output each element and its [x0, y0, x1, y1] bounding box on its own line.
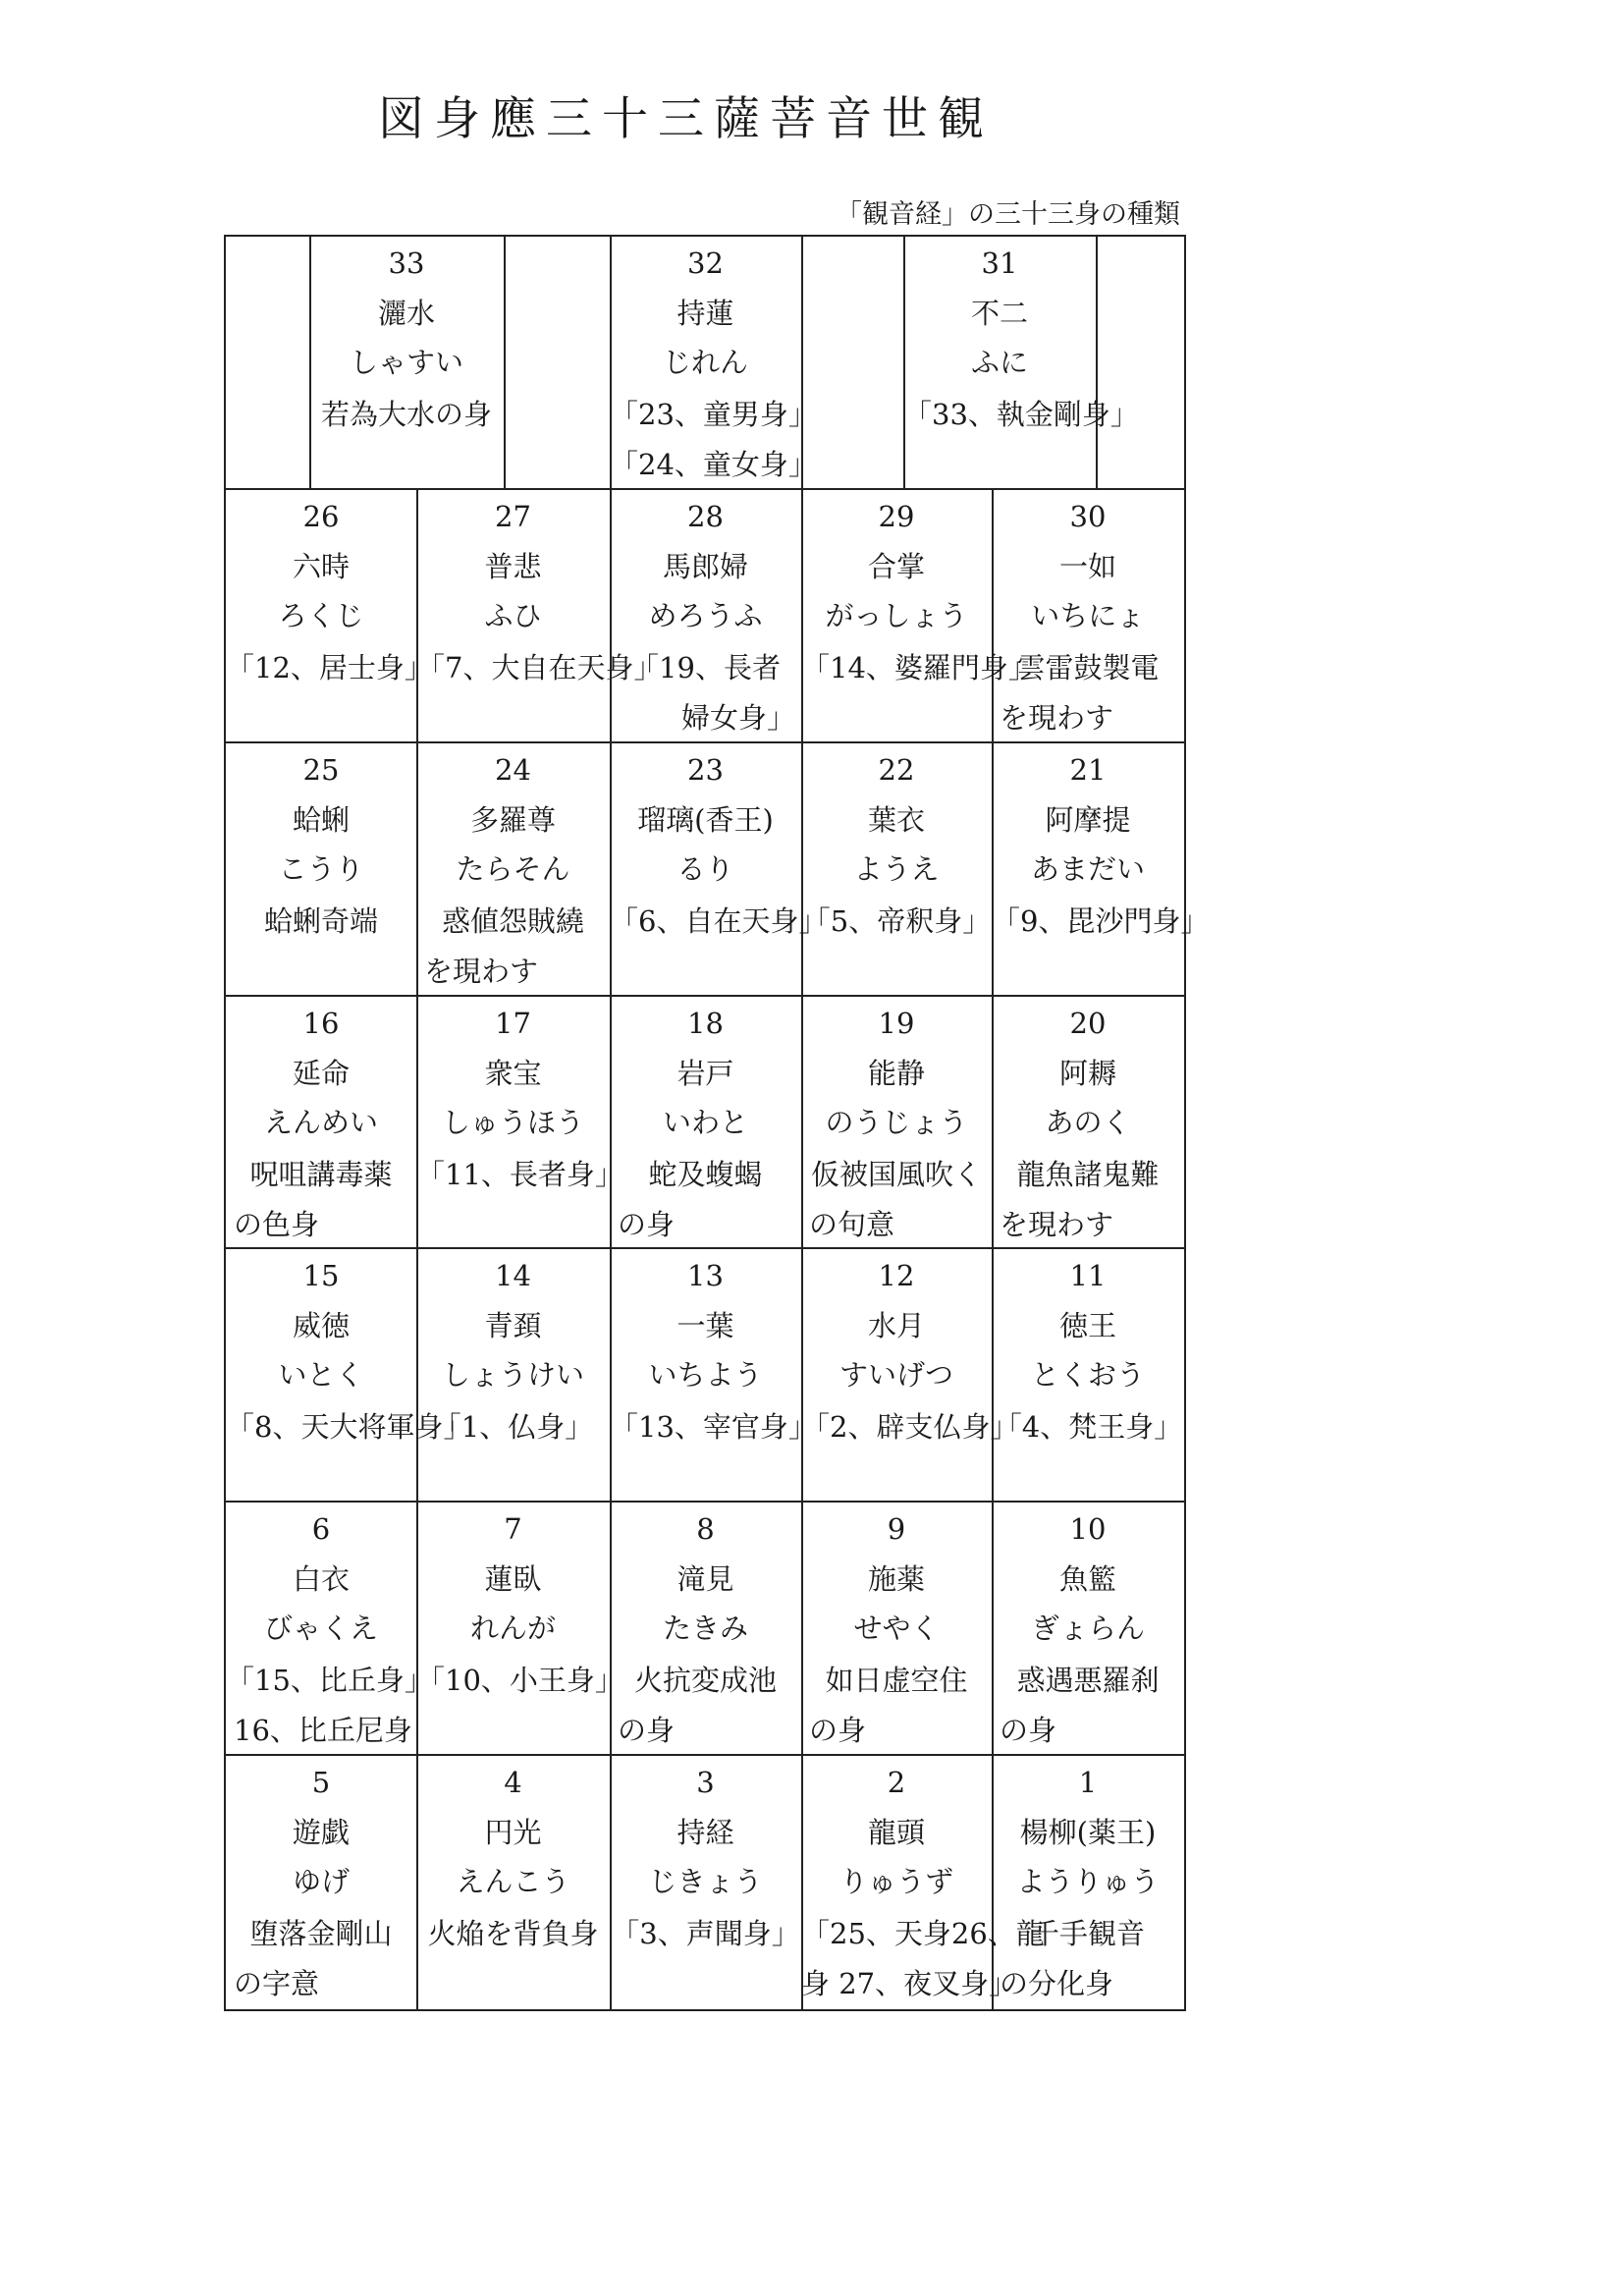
- form-number: 28: [687, 500, 724, 533]
- form-cell-31: [903, 237, 1139, 488]
- form-cell: [416, 997, 623, 1247]
- form-note: 「14、婆羅門身」: [801, 651, 1037, 684]
- form-note: 「2、辟支仏身」: [801, 1410, 1019, 1444]
- form-cell: [610, 490, 801, 741]
- form-reading: れんが: [469, 1612, 556, 1645]
- form-reading: いとく: [278, 1358, 364, 1392]
- form-number: 11: [1069, 1259, 1107, 1292]
- form-name: 葉衣: [867, 803, 925, 837]
- form-number: 25: [302, 753, 340, 787]
- form-name: 持経: [676, 1816, 734, 1849]
- form-reading: ふに: [970, 346, 1028, 379]
- form-reading: ふひ: [484, 599, 542, 632]
- form-cell: [801, 1756, 1045, 2009]
- form-number: 4: [504, 1766, 522, 1799]
- form-cell: [226, 1756, 416, 2009]
- form-reading: しょうけい: [441, 1358, 584, 1392]
- form-reading: びゃくえ: [263, 1612, 378, 1645]
- form-name: 衆宝: [484, 1057, 542, 1090]
- form-number: 2: [887, 1766, 906, 1799]
- form-cell: [416, 1503, 623, 1754]
- form-reading: たらそん: [456, 852, 570, 886]
- form-reading: いちよう: [648, 1358, 763, 1392]
- form-name: 楊柳(薬王): [1019, 1816, 1157, 1849]
- form-note: 「11、長者身」: [416, 1158, 623, 1191]
- form-reading: あまだい: [1030, 852, 1145, 886]
- form-cell: [226, 1503, 433, 1754]
- form-number: 20: [1069, 1007, 1107, 1040]
- form-note: 火焔を背負身: [427, 1917, 599, 1950]
- table-row: [226, 1249, 1184, 1503]
- table-row: [226, 1756, 1184, 2009]
- form-number: 22: [878, 753, 915, 787]
- form-note: 「6、自在天身」: [610, 904, 828, 938]
- form-cell: [610, 1756, 801, 2009]
- form-number: 19: [878, 1007, 915, 1040]
- form-number: 10: [1069, 1512, 1107, 1546]
- form-note: 「1、仏身」: [432, 1410, 594, 1444]
- form-reading: こうり: [278, 852, 364, 886]
- form-note: の色身: [234, 1208, 320, 1241]
- form-note: の身: [809, 1714, 867, 1747]
- form-cell: [226, 490, 433, 741]
- form-reading: じれん: [662, 346, 748, 379]
- form-note: 「23、童男身」: [610, 398, 817, 431]
- form-note: 蛇及蝮蝎: [648, 1158, 763, 1191]
- form-name: 延命: [292, 1057, 350, 1090]
- form-note: 「19、長者: [630, 651, 781, 684]
- form-reading: たきみ: [662, 1612, 748, 1645]
- form-reading: せやく: [853, 1612, 940, 1645]
- table-row-top: [226, 237, 1184, 490]
- form-cell: [416, 1756, 610, 2009]
- form-reading: あのく: [1045, 1106, 1131, 1139]
- form-note: 「24、童女身」: [610, 448, 817, 481]
- form-note: 身 27、夜叉身」: [801, 1967, 1018, 2000]
- form-reading: ろくじ: [278, 599, 364, 632]
- form-number: 26: [302, 500, 340, 533]
- form-note: を現わす: [424, 955, 539, 988]
- table-row: [226, 1503, 1184, 1756]
- form-note: の字意: [234, 1967, 320, 2000]
- form-note: の身: [618, 1208, 676, 1241]
- form-note: 惑値怨賊繞: [441, 904, 584, 938]
- form-note: 蛤蜊奇端: [263, 904, 378, 938]
- form-note: 堕落金剛山: [249, 1917, 393, 1950]
- page-title: 図身應三十三薩菩音世観: [378, 92, 994, 146]
- form-number: 29: [878, 500, 915, 533]
- form-note: 「13、宰官身」: [610, 1410, 817, 1444]
- form-note: の句意: [809, 1208, 895, 1241]
- table-row: [226, 490, 1184, 743]
- form-name: 普悲: [484, 550, 542, 583]
- form-reading: すいげつ: [839, 1358, 953, 1392]
- form-cell: [226, 997, 416, 1247]
- cell-divider: [1096, 237, 1098, 488]
- form-cell-33: [309, 237, 504, 488]
- form-name: 灑水: [377, 297, 435, 330]
- form-cell: [610, 1249, 817, 1501]
- form-name: 岩戸: [676, 1057, 734, 1090]
- form-note: 「4、梵王身」: [993, 1410, 1183, 1444]
- form-reading: しゃすい: [349, 346, 463, 379]
- form-number: 6: [311, 1512, 331, 1546]
- form-note: 仮被国風吹く: [810, 1158, 982, 1191]
- form-note: の身: [618, 1714, 676, 1747]
- form-note: 「7、大自在天身」: [416, 651, 663, 684]
- form-reading: とくおう: [1030, 1358, 1145, 1392]
- form-name: 一葉: [676, 1309, 734, 1342]
- form-note: 「9、毘沙門身」: [992, 904, 1210, 938]
- form-name: 六時: [292, 550, 350, 583]
- form-cell: [801, 1249, 1019, 1501]
- form-name: 青頚: [484, 1309, 542, 1342]
- form-number: 13: [687, 1259, 724, 1292]
- form-name: 合掌: [867, 550, 925, 583]
- form-name: 阿摩提: [1045, 803, 1131, 837]
- form-cell: [992, 743, 1210, 995]
- form-name: 水月: [867, 1309, 925, 1342]
- form-note: 「12、居士身」: [226, 651, 433, 684]
- form-number: 31: [981, 246, 1018, 280]
- form-cell: [610, 997, 801, 1247]
- form-name: 一如: [1058, 550, 1116, 583]
- form-cell: [801, 743, 992, 995]
- form-note: を現わす: [1000, 1208, 1114, 1241]
- form-number: 5: [311, 1766, 331, 1799]
- form-reading: えんめい: [263, 1106, 378, 1139]
- form-name: 威徳: [292, 1309, 350, 1342]
- form-name: 遊戯: [292, 1816, 350, 1849]
- form-cell: [416, 1249, 610, 1501]
- form-number: 17: [495, 1007, 531, 1040]
- form-number: 16: [302, 1007, 340, 1040]
- form-cell: [226, 743, 416, 995]
- form-number: 14: [495, 1259, 531, 1292]
- form-number: 23: [687, 753, 724, 787]
- form-note: 「8、天大将軍身」: [226, 1410, 472, 1444]
- form-reading: いちにょ: [1031, 599, 1145, 632]
- form-note: 龍魚諸鬼難: [1016, 1158, 1160, 1191]
- form-number: 9: [887, 1512, 906, 1546]
- form-name: 不二: [970, 297, 1028, 330]
- form-note: 雲雷鼓製電: [1016, 651, 1160, 684]
- form-reading: えんこう: [456, 1865, 570, 1898]
- form-reading: ぎょらん: [1030, 1612, 1145, 1645]
- form-cell-32: [610, 237, 817, 488]
- form-reading: りゅうず: [839, 1865, 953, 1898]
- form-number: 32: [687, 246, 724, 280]
- form-number: 21: [1069, 753, 1107, 787]
- form-cell: [801, 997, 992, 1247]
- form-cell: [610, 743, 828, 995]
- form-number: 18: [687, 1007, 724, 1040]
- form-number: 30: [1069, 500, 1107, 533]
- form-note: 婦女身」: [680, 701, 795, 735]
- form-name: 施薬: [867, 1562, 925, 1596]
- form-name: 持蓮: [676, 297, 734, 330]
- form-cell: [416, 490, 663, 741]
- form-name: 滝見: [676, 1562, 734, 1596]
- form-name: 円光: [484, 1816, 542, 1849]
- form-note: 「10、小王身」: [416, 1664, 623, 1697]
- form-cell: [992, 1756, 1184, 2009]
- form-note: 「25、天身26、龍: [801, 1917, 1045, 1950]
- form-reading: るり: [676, 852, 734, 886]
- form-note: 火抗変成池: [633, 1664, 777, 1697]
- form-reading: めろうふ: [648, 599, 763, 632]
- form-reading: ゆげ: [292, 1865, 350, 1898]
- form-name: 魚籃: [1058, 1562, 1116, 1596]
- form-name: 龍頭: [867, 1816, 925, 1849]
- form-cell: [610, 1503, 801, 1754]
- form-note: 千手観音: [1030, 1917, 1145, 1950]
- form-name: 徳王: [1058, 1309, 1116, 1342]
- form-reading: いわと: [662, 1106, 748, 1139]
- form-number: 7: [504, 1512, 522, 1546]
- form-name: 白衣: [292, 1562, 350, 1596]
- form-cell: [992, 490, 1184, 741]
- form-note: 呪咀講毒薬: [249, 1158, 393, 1191]
- form-cell: [801, 490, 1037, 741]
- form-number: 24: [495, 753, 531, 787]
- table-caption: 「観音経」の三十三身の種類: [836, 199, 1180, 230]
- form-note: 16、比丘尼身: [234, 1714, 412, 1747]
- form-name: 多羅尊: [469, 803, 556, 837]
- form-note: の分化身: [1000, 1967, 1114, 2000]
- form-cell: [801, 1503, 992, 1754]
- table-row: [226, 743, 1210, 997]
- form-number: 33: [388, 246, 425, 280]
- form-note: 惑遇悪羅刹: [1016, 1664, 1160, 1697]
- form-cell: [416, 743, 610, 995]
- form-name: 阿耨: [1058, 1057, 1116, 1090]
- form-number: 15: [302, 1259, 340, 1292]
- form-note: の身: [1000, 1714, 1057, 1747]
- form-note: 「33、執金剛身」: [903, 398, 1139, 431]
- cell-divider: [504, 237, 506, 488]
- form-cell: [226, 1249, 472, 1501]
- kannon-33-forms-table: [224, 235, 1210, 2011]
- form-note: を現わす: [1000, 701, 1114, 735]
- form-cell: [992, 1503, 1184, 1754]
- form-note: 如日虚空住: [825, 1664, 968, 1697]
- form-reading: ようえ: [853, 852, 940, 886]
- form-reading: ようりゅう: [1016, 1865, 1160, 1898]
- form-name: 能静: [867, 1057, 925, 1090]
- form-name: 蓮臥: [484, 1562, 542, 1596]
- form-cell: [992, 1249, 1184, 1501]
- form-number: 27: [495, 500, 531, 533]
- form-reading: がっしょう: [825, 599, 968, 632]
- form-name: 蛤蜊: [292, 803, 350, 837]
- form-number: 8: [696, 1512, 715, 1546]
- form-number: 1: [1078, 1766, 1098, 1799]
- form-note: 「3、声聞身」: [611, 1917, 800, 1950]
- table-row: [226, 997, 1184, 1249]
- form-reading: じきょう: [648, 1865, 763, 1898]
- form-note: 若為大水の身: [320, 398, 492, 431]
- form-name: 馬郎婦: [662, 550, 748, 583]
- form-number: 3: [696, 1766, 715, 1799]
- form-cell: [992, 997, 1184, 1247]
- form-number: 12: [878, 1259, 915, 1292]
- form-reading: しゅうほう: [441, 1106, 584, 1139]
- form-name: 瑠璃(香王): [637, 803, 774, 837]
- form-reading: のうじょう: [825, 1106, 968, 1139]
- form-note: 「5、帝釈身」: [801, 904, 992, 938]
- form-note: 「15、比丘身」: [226, 1664, 433, 1697]
